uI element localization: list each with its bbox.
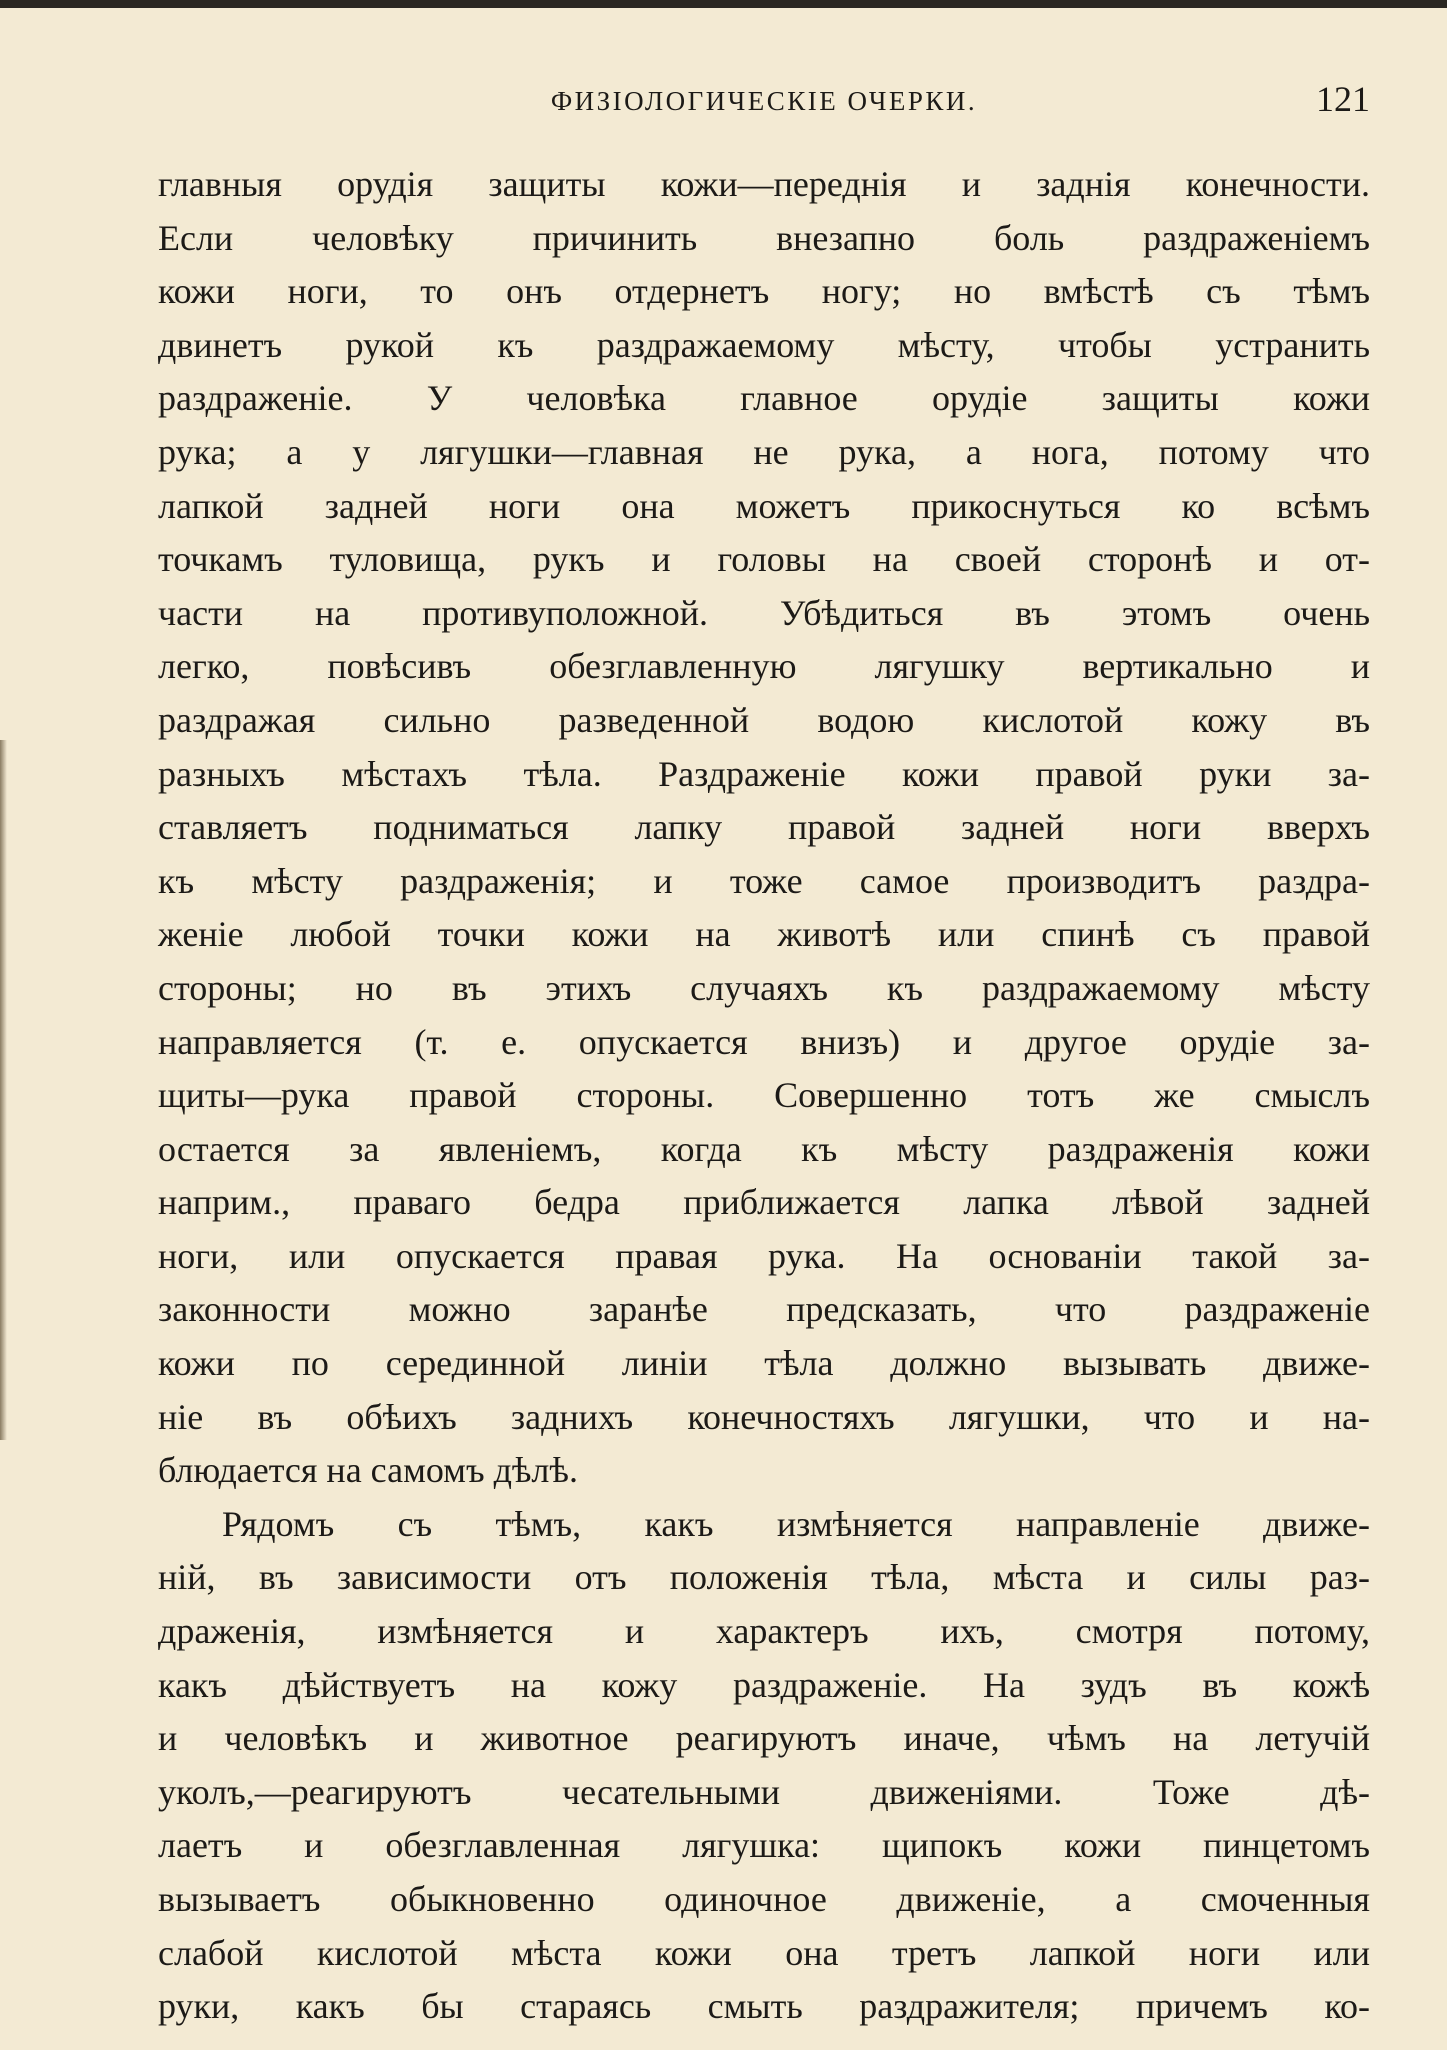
page-top-edge bbox=[0, 0, 1447, 8]
text-line: разныхъ мѣстахъ тѣла. Раздраженiе кожи правой руки за- bbox=[158, 753, 1370, 794]
text-line: драженiя, измѣняется и характеръ ихъ, смотря потому, bbox=[158, 1611, 1370, 1652]
text-line: ставляетъ подниматься лапку правой задней ноги вверхъ bbox=[158, 807, 1370, 848]
running-head bbox=[158, 78, 1370, 128]
text-line: нiй, въ зависимости отъ положенiя тѣла, мѣста и силы раз- bbox=[158, 1557, 1370, 1598]
text-line: стороны; но въ этихъ случаяхъ къ раздражаемому мѣсту bbox=[158, 967, 1370, 1008]
paragraph bbox=[158, 1498, 1370, 2034]
text-line: направляется (т. е. опускается внизъ) и другое орудiе за- bbox=[158, 1021, 1370, 1062]
text-line: части на противуположной. Убѣдиться въ этомъ очень bbox=[158, 592, 1370, 633]
text-line: блюдается на самомъ дѣлѣ. bbox=[158, 1450, 578, 1491]
text-line: ноги, или опускается правая рука. На основанiи такой за- bbox=[158, 1235, 1370, 1276]
text-line: точкамъ туловища, рукъ и головы на своей сторонѣ и от- bbox=[158, 539, 1370, 580]
page-left-edge-shadow bbox=[0, 740, 7, 1440]
text-line: къ мѣсту раздраженiя; и тоже самое производитъ раздра- bbox=[158, 860, 1370, 901]
text-line: слабой кислотой мѣста кожи она третъ лапкой ноги или bbox=[158, 1932, 1370, 1973]
text-line: раздражая сильно разведенной водою кислотой кожу въ bbox=[158, 699, 1370, 740]
text-line: остается за явленiемъ, когда къ мѣсту раздраженiя кожи bbox=[158, 1128, 1370, 1169]
page-body bbox=[158, 158, 1370, 2034]
text-line: лаетъ и обезглавленная лягушка: щипокъ кожи пинцетомъ bbox=[158, 1825, 1370, 1866]
running-title: ФИЗIОЛОГИЧЕСКIЕ ОЧЕРКИ. bbox=[550, 86, 978, 116]
text-line: кожи ноги, то онъ отдернетъ ногу; но вмѣстѣ съ тѣмъ bbox=[158, 271, 1370, 312]
text-line: нiе въ обѣихъ заднихъ конечностяхъ лягушки, что и на- bbox=[158, 1396, 1370, 1437]
text-line: двинетъ рукой къ раздражаемому мѣсту, чтобы устранить bbox=[158, 324, 1370, 365]
paragraph bbox=[158, 158, 1370, 1498]
page-number: 121 bbox=[1316, 79, 1370, 119]
text-line: Рядомъ съ тѣмъ, какъ измѣняется направленiе движе- bbox=[222, 1503, 1370, 1544]
text-line: вызываетъ обыкновенно одиночное движенiе, а смоченныя bbox=[158, 1879, 1370, 1919]
text-line: и человѣкъ и животное реагируютъ иначе, чѣмъ на летучiй bbox=[158, 1718, 1370, 1759]
text-line: наприм., праваго бедра приближается лапка лѣвой задней bbox=[158, 1182, 1370, 1223]
text-line: щиты—рука правой стороны. Совершенно тотъ же смыслъ bbox=[158, 1075, 1370, 1116]
text-line: руки, какъ бы стараясь смыть раздражителя; причемъ ко- bbox=[158, 1986, 1370, 2027]
text-line: законности можно заранѣе предсказать, что раздраженiе bbox=[158, 1289, 1370, 1330]
text-line: уколъ,—реагируютъ чесательными движенiями. Тоже дѣ- bbox=[158, 1771, 1370, 1812]
text-line: лапкой задней ноги она можетъ прикоснуться ко всѣмъ bbox=[158, 485, 1370, 526]
text-line: легко, повѣсивъ обезглавленную лягушку вертикально и bbox=[158, 646, 1370, 687]
text-line: Если человѣку причинить внезапно боль раздраженiемъ bbox=[158, 217, 1370, 258]
text-line: главныя орудiя защиты кожи—переднiя и заднiя конечности. bbox=[158, 164, 1370, 204]
text-line: рука; а у лягушки—главная не рука, а нога, потому что bbox=[158, 431, 1370, 472]
text-line: какъ дѣйствуетъ на кожу раздраженiе. На зудъ въ кожѣ bbox=[158, 1664, 1370, 1705]
text-line: кожи по серединной линiи тѣла должно вызывать движе- bbox=[158, 1343, 1370, 1384]
text-line: раздраженiе. У человѣка главное орудiе защиты кожи bbox=[158, 378, 1370, 419]
text-line: женiе любой точки кожи на животѣ или спинѣ съ правой bbox=[158, 914, 1370, 955]
